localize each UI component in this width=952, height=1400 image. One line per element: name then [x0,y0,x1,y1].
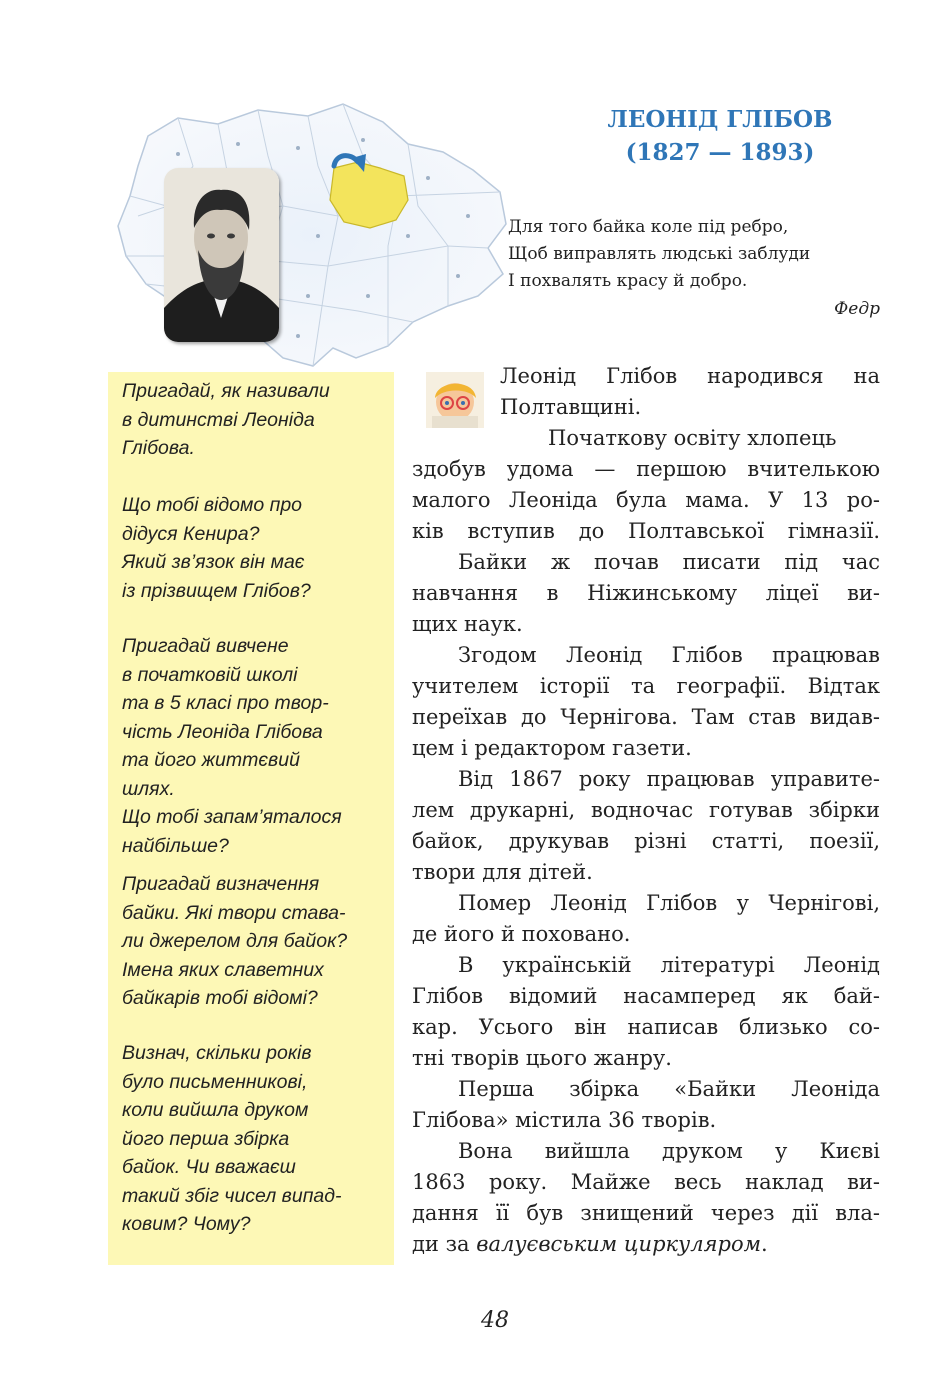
question-block [122,1039,390,1239]
epigraph-author: Федр [834,299,880,319]
question-line: було письменникові, [122,1070,308,1093]
question-line: Пригадай, як називали [122,380,330,402]
text-line: Вона вийшла друком у Києві [458,1139,880,1163]
question-line: в дитинстві Леоніда [122,408,315,431]
text-line: малого Леоніда була мама. У 13 ро- [412,488,880,512]
question-line: ли джерелом для байок? [122,930,348,952]
text-line: щих наук. [412,612,523,636]
question-line: байок. Чи вважаєш [122,1156,296,1178]
question-line: такий збіг чисел випад- [122,1184,342,1207]
text-line: Помер Леонід Глібов у Чернігові, [458,891,880,915]
question-line: дідуся Кенира? [122,522,260,545]
text-line: здобув удома — першою вчителькою [412,457,880,481]
question-line: Який зв’язок він має [122,551,305,573]
italic-term: валуєвським циркуляром [476,1232,762,1256]
question-line: чість Леоніда Глібова [122,720,323,743]
question-block [122,870,390,1013]
text-line: ків вступив до Полтавської гімназії. [412,519,880,543]
page-number: 48 [481,1308,509,1333]
main-text [412,361,880,1260]
question-block [122,377,390,463]
question-line: та в 5 класі про твор- [122,692,329,714]
text-line: Перша збірка «Байки Леоніда [458,1077,880,1101]
text-line [412,1229,880,1260]
question-line: його перша збірка [122,1127,290,1150]
portrait-image [164,168,279,342]
text-line: кар. Усього він написав близько со- [412,1015,880,1039]
text-line: Початкову освіту хлопець [548,426,837,450]
text-line: Глібова» містила 36 творів. [412,1108,717,1132]
text-line: Байки ж почав писати під час [458,550,880,574]
text-line: дання її був знищений через дії вла- [412,1201,880,1225]
text-line: Леонід Глібов народився на [500,364,880,388]
text-line: Згодом Леонід Глібов працював [458,643,880,667]
title-name: ЛЕОНІД ГЛІБОВ [607,106,833,133]
text-fragment: . [761,1232,768,1256]
question-line: найбільше? [122,834,229,857]
question-line: коли вийшла друком [122,1099,309,1121]
question-line: байки. Які твори става- [122,901,346,924]
text-line: де його й поховано. [412,922,631,946]
epigraph-line: І похвалять красу й добро. [508,271,748,291]
text-line: байок, друкував різні статті, поезії, [412,829,880,853]
question-line: Що тобі відомо про [122,494,303,516]
questions-sidebar [108,372,394,1265]
question-line: ковим? Чому? [122,1213,251,1235]
text-line: навчання в Ніжинському ліцеї ви- [412,581,880,605]
text-line: переїхав до Чернігова. Там став видав- [412,705,880,729]
title-years: (1827 — 1893) [625,139,815,166]
epigraph [508,214,880,323]
question-line: із прізвищем Глібов? [122,579,311,602]
question-line: Пригадай вивчене [122,635,289,657]
question-line: Глібова. [122,437,195,459]
text-line: Від 1867 року працював управите- [458,767,880,791]
text-line: Глібов відомий насамперед як бай- [412,984,880,1008]
page-title [560,103,880,169]
question-line: байкарів тобі відомі? [122,987,318,1009]
question-line: Що тобі запам’яталося [122,806,342,828]
text-fragment: ди за [412,1232,477,1256]
epigraph-line: Щоб виправлять людські заблуди [508,244,811,264]
text-line: учителем історії та географії. Відтак [412,674,880,698]
question-line: та його життєвий [122,749,300,771]
text-line: твори для дітей. [412,860,593,884]
question-line: Визнач, скільки років [122,1042,312,1064]
text-line: В українській літературі Леонід [458,953,880,977]
question-line: Пригадай визначення [122,873,320,895]
text-line: Полтавщині. [500,395,642,419]
question-line: шлях. [122,777,175,800]
epigraph-line: Для того байка коле під ребро, [508,217,789,237]
question-line: в початковій школі [122,663,298,686]
question-block [122,491,390,605]
question-block [122,632,390,860]
text-line: 1863 року. Майже весь наклад ви- [412,1170,880,1194]
text-line: лем друкарні, водночас готував збірки [412,798,880,822]
text-line: цем і редактором газети. [412,736,692,760]
text-line: тні творів цього жанру. [412,1046,672,1070]
question-line: Імена яких славетних [122,958,324,981]
